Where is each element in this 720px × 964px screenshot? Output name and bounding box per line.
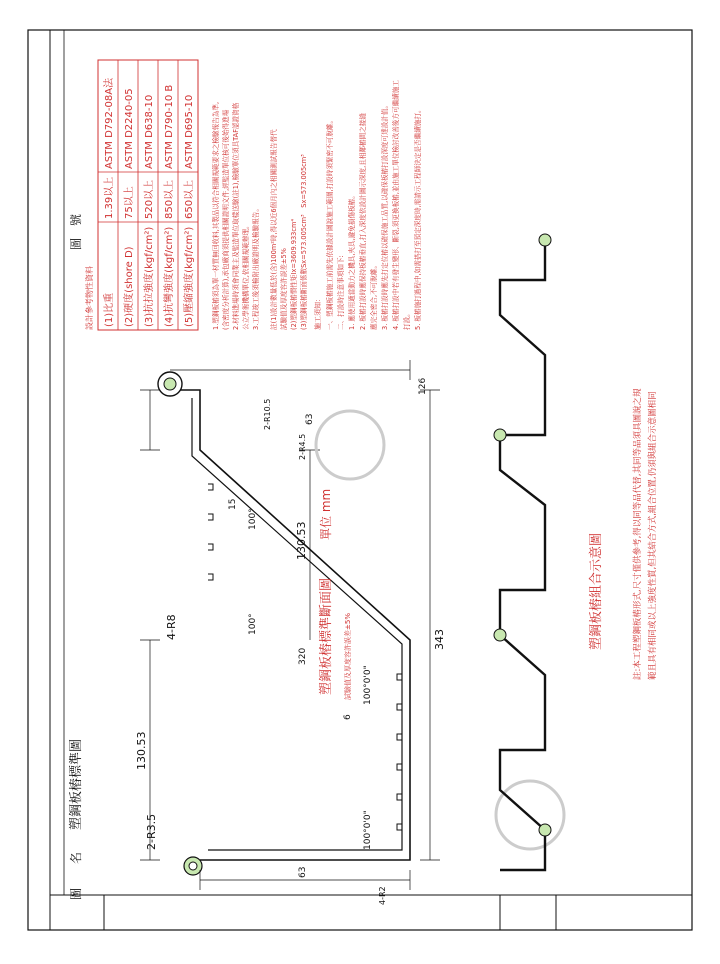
remark-line: 試驗值及厚度容許誤差±5% <box>280 248 288 330</box>
dim-small-radius: 4-R2 <box>378 886 387 905</box>
dim-overall-top: 126 <box>418 377 428 395</box>
title-name-label: 圖 名 <box>69 851 83 900</box>
property-value: 650以上 <box>184 179 195 219</box>
remark-notes <box>269 129 308 330</box>
drawing-content <box>84 60 658 905</box>
property-item: (2)硬度(shore D) <box>124 246 135 327</box>
construction-line: 5. 板樁施打過程中,如需搭打至預定深度時,需請示工程師決定是否繼續施打。 <box>414 106 422 330</box>
dim-flange-top: 63 <box>305 413 315 425</box>
properties-table <box>84 60 198 330</box>
dim-angle-1: 100° <box>248 508 258 530</box>
section-drawing <box>135 360 446 905</box>
assembly-lock-4 <box>539 234 551 246</box>
spec-note-line: 公立學術機構單位,依相關規範辦理。 <box>242 222 250 330</box>
construction-line: 一、塑鋼板樁施工前需先依據設計圖說施工範圍,打設時須緊密不可脫離。 <box>326 116 334 330</box>
construction-line: 2. 板樁打設時應保持板樁垂直,打入深度依設計圖示深度,且相鄰樁間之接縫 <box>359 113 367 330</box>
property-standard: ASTM D695-10 <box>184 94 195 169</box>
assembly-lock-3 <box>494 429 506 441</box>
assembly-lock-2 <box>494 629 506 641</box>
dim-lock-radius-b: 2-R10.5 <box>263 398 272 430</box>
dim-angle-4: 100°0'0" <box>363 810 373 850</box>
section-unit: 單位 mm <box>319 488 333 540</box>
property-standard: ASTM D790-10 B <box>164 84 175 169</box>
property-item: (1)比重 <box>104 292 115 327</box>
construction-line: 二、打設時注意事項如下: <box>337 255 345 330</box>
spec-note-line: 3.工程竣工後須檢附出廠證明及檢驗報告。 <box>252 205 260 330</box>
property-standard: ASTM D2240-05 <box>124 88 135 169</box>
property-value: 850以上 <box>164 179 175 219</box>
spec-note-line: 1.塑鋼板樁須為單一材質無回收料,其製品以符合相關規範要求之檢驗報告為準, <box>212 101 220 330</box>
assembly-lock-1 <box>539 824 551 836</box>
spec-notes <box>211 102 260 330</box>
construction-heading: 施工須知： <box>314 295 322 330</box>
spec-note-line: 2.材料進場時須會同業主及監造單位取樣送驗(註1),檢驗單位須具TAF認證資格 <box>232 102 240 330</box>
title-name-value: 塑鋼板樁標準圖 <box>69 738 84 830</box>
dim-angle-3: 100°0'0" <box>363 665 373 705</box>
construction-line: 3. 板樁打設時應先打定位樁以確保施工品質,以確保板樁打設深度可達設計值。 <box>381 101 389 330</box>
property-item: (5)壓縮強度(kgf/cm²) <box>184 226 195 327</box>
remark-line: (3)塑鋼板樁斷面係數Sx=573.005cm³ Sx=573.005cm³ <box>300 154 308 330</box>
dim-angle-2: 100° <box>248 613 258 635</box>
construction-line: 打設。 <box>403 310 411 330</box>
section-tolerance: 試驗值及厚度容許誤差±5% <box>344 613 352 700</box>
construction-line: 4. 板樁打設中若有發生變形、斷裂,須更換板樁,並由施工單位檢討改善後方可繼續施工 <box>392 80 400 330</box>
property-value: 1.39以上 <box>104 176 115 219</box>
construction-line: 1. 應使用適當動力之機具,夾具,避免損傷板樁。 <box>348 192 356 330</box>
dim-total-width: 320 <box>298 647 308 665</box>
property-standard: ASTM D792-08A法 <box>104 77 115 169</box>
assembly-note-1: 註:本工程塑鋼板樁形式,尺寸僅供參考,得以同等品代替,其同等品須具圖說之規 <box>633 388 643 680</box>
interlock-left <box>184 857 202 875</box>
dim-web-left: 130.53 <box>135 731 148 770</box>
title-number-label: 圖 號 <box>69 213 83 250</box>
assembly-diagram <box>494 234 658 870</box>
assembly-title: 塑鋼板樁組合示意圖 <box>589 532 604 650</box>
remark-line: (2)塑鋼板樁慣性矩Ix=3609.933cm⁴ <box>290 218 298 330</box>
dim-rib: 15 <box>228 498 238 510</box>
property-value: 520以上 <box>144 179 155 219</box>
section-profile-outer <box>170 390 410 860</box>
spec-note-line: (含密度分析計算),承包廠商須提供相關證明文件,經監造單位核可後始得進場 <box>222 109 230 330</box>
construction-line: 應完全密合,不可脫離。 <box>370 261 378 330</box>
assembly-profile <box>500 240 545 870</box>
property-item: (4)抗彎強度(kgf/cm²) <box>164 226 175 327</box>
construction-notes <box>313 80 422 330</box>
dim-bend-radius: 4-R8 <box>165 614 178 640</box>
interlock-right <box>158 372 182 396</box>
dim-web-right: 130.53 <box>295 521 308 560</box>
property-standard: ASTM D638-10 <box>144 94 155 169</box>
properties-heading: 設計參考物性資料 <box>85 266 94 330</box>
section-title: 塑鋼板樁標準斷面圖 <box>319 577 334 695</box>
dim-thickness: 6 <box>343 714 353 720</box>
dim-lock-radius-a: 2-R3.5 <box>145 813 158 850</box>
section-profile-inner <box>192 398 402 850</box>
assembly-note-2: 範且具有相同或以上強度性質,但其結合方式,組合位置,仍須與組合示意圖相同 <box>648 391 658 680</box>
dim-flange-bottom: 63 <box>298 866 308 878</box>
property-value: 75以上 <box>124 186 135 219</box>
dim-lock-radius-c: 2-R4.5 <box>298 433 307 460</box>
property-item: (3)抗拉強度(kgf/cm²) <box>144 226 155 327</box>
remark-line: 註(1)設計數量低於(含)100m²時,得以近6個月內之相關測試報告替代 <box>270 129 278 330</box>
dim-height: 343 <box>433 629 446 650</box>
